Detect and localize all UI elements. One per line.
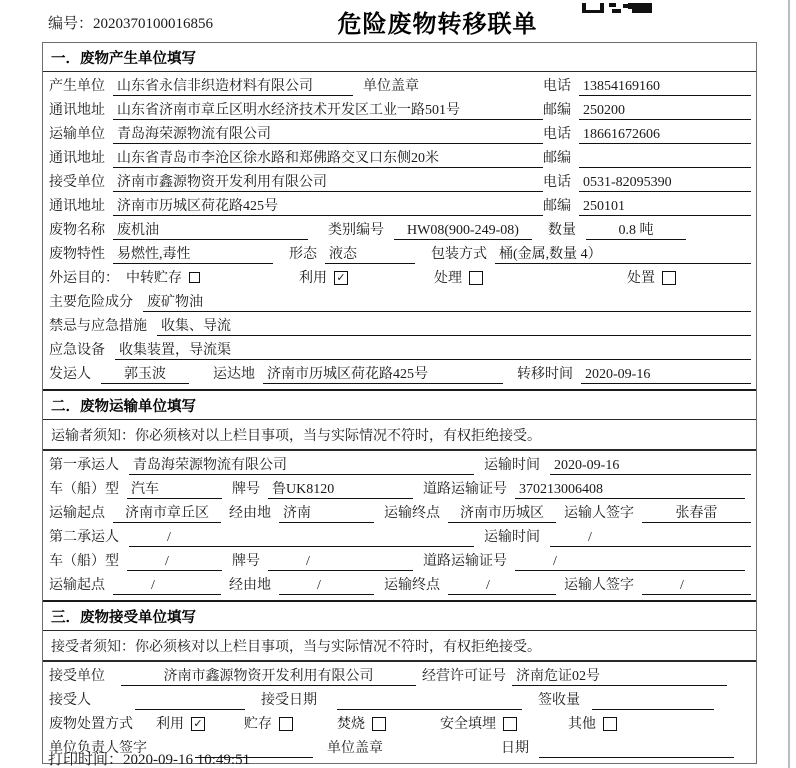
field-value: 济南市鑫源物资开发利用有限公司 [121, 665, 416, 686]
gap [634, 588, 642, 589]
gap [522, 703, 538, 704]
field-label: 车（船）型 [49, 482, 119, 497]
field-value: 张春雷 [642, 502, 751, 523]
gap [260, 492, 268, 493]
form-row [43, 291, 756, 315]
field-label: 运输时间 [484, 530, 540, 545]
section-1 [43, 43, 756, 389]
print-time-label: 打印时间： [48, 752, 124, 768]
field-value: 济南 [279, 502, 374, 523]
field-label: 产生单位 [49, 79, 105, 94]
serial-number: 2020370100016856 [93, 16, 214, 32]
gap [571, 185, 579, 186]
gap [105, 137, 113, 138]
gap [119, 281, 126, 282]
gap [571, 209, 579, 210]
field-label: 单位盖章 [363, 79, 419, 94]
gap [133, 305, 143, 306]
checkbox [627, 267, 676, 287]
field-label: 车（船）型 [49, 554, 119, 569]
checkbox-label: 中转贮存 [126, 271, 182, 286]
field-label: 通讯地址 [49, 199, 105, 214]
gap [517, 727, 568, 728]
checkbox-label: 其他 [568, 717, 596, 732]
form-row [43, 689, 756, 713]
gap [205, 727, 244, 728]
field-value: 济南市历城区荷花路425号 [263, 363, 503, 384]
gap [374, 516, 384, 517]
gap [105, 257, 113, 258]
gap [474, 468, 484, 469]
form-row [43, 713, 756, 737]
checkbox-unchecked-icon [189, 272, 200, 283]
form-row [43, 315, 756, 339]
gap [317, 257, 325, 258]
field-value: 济南市鑫源物资开发利用有限公司 [113, 171, 543, 192]
field-label: 牌号 [232, 554, 260, 569]
field-value: 山东省济南市章丘区明水经济技术开发区工业一路501号 [113, 99, 543, 120]
gap [271, 588, 279, 589]
field-label: 转移时间 [517, 367, 573, 382]
field-value: 0531-82095390 [579, 175, 751, 192]
gap [474, 540, 484, 541]
gap [573, 377, 581, 378]
field-value: 液态 [325, 243, 415, 264]
field-label: 通讯地址 [49, 151, 105, 166]
field-value: 济南市章丘区 [113, 502, 221, 523]
field-value: / [268, 554, 413, 571]
field-value: / [113, 578, 221, 595]
gap [571, 113, 579, 114]
section-2 [43, 389, 756, 600]
gap [105, 185, 113, 186]
gap [189, 377, 213, 378]
gap [245, 703, 261, 704]
field-value: HW08(900-249-08) [394, 223, 532, 240]
checkbox [126, 267, 200, 287]
gap [105, 353, 115, 354]
field-label: 经营许可证号 [422, 669, 506, 684]
form-row [43, 363, 756, 387]
field-label: 道路运输证号 [423, 554, 507, 569]
field-label: 经由地 [229, 578, 271, 593]
page-title: 危险废物转移联单 [337, 11, 538, 38]
gap [580, 703, 592, 704]
field-value: 废机油 [113, 219, 308, 240]
field-label: 运达地 [213, 367, 255, 382]
serial-number-line [42, 0, 298, 33]
field-value: 废矿物油 [143, 291, 751, 312]
gap [571, 89, 579, 90]
field-value: 济南市历城区荷花路425号 [113, 195, 543, 216]
field-label: 第二承运人 [49, 530, 119, 545]
field-label: 接受单位 [49, 175, 105, 190]
gap [293, 727, 337, 728]
gap [119, 468, 129, 469]
gap [119, 564, 127, 565]
section-note: 接受者须知：你必须核对以上栏目事项，当与实际情况不符时，有权拒绝接受。 [43, 631, 756, 662]
field-label: 邮编 [543, 151, 571, 166]
gap [487, 257, 495, 258]
gap [91, 703, 135, 704]
checkbox-checked-icon: ✓ [191, 717, 205, 731]
checkbox-label: 利用 [299, 271, 327, 286]
field-value: / [550, 530, 751, 547]
section-header: 三．废物接受单位填写 [43, 602, 756, 631]
section-rows [43, 451, 756, 600]
form-row [43, 171, 756, 195]
form-row [43, 243, 756, 267]
gap [222, 564, 232, 565]
gap [556, 516, 564, 517]
field-value: 收集装置，导流渠 [115, 339, 751, 360]
gap [105, 588, 113, 589]
gap [119, 540, 129, 541]
field-label: 电话 [543, 79, 571, 94]
field-value: 山东省青岛市李沧区徐水路和郑佛路交叉口东侧20米 [113, 147, 543, 168]
checkbox [434, 267, 483, 287]
section-3 [43, 600, 756, 763]
field-value: 青岛海荣源物流有限公司 [129, 454, 474, 475]
field-label: 废物名称 [49, 223, 105, 238]
field-label: 单位负责人签字 [49, 741, 147, 756]
field-value [539, 741, 734, 758]
gap [374, 588, 384, 589]
field-label: 外运目的： [49, 271, 119, 286]
gap [273, 257, 289, 258]
field-label: 邮编 [543, 103, 571, 118]
field-value: / [279, 578, 374, 595]
field-value: / [515, 554, 745, 571]
gap [317, 703, 337, 704]
field-value: 0.8 吨 [586, 219, 686, 240]
field-label: 电话 [543, 175, 571, 190]
field-label: 日期 [501, 741, 529, 756]
field-value [592, 693, 714, 710]
gap [105, 516, 113, 517]
gap [540, 468, 550, 469]
gap [386, 727, 440, 728]
form-row [43, 339, 756, 363]
gap [503, 377, 517, 378]
field-value: 桶(金属,数量 4） [495, 243, 751, 264]
checkbox-label: 焚烧 [337, 717, 365, 732]
gap [222, 492, 232, 493]
gap [105, 679, 121, 680]
field-label: 类别编号 [328, 223, 384, 238]
gap [221, 516, 229, 517]
gap [200, 281, 299, 282]
checkbox-label: 利用 [156, 717, 184, 732]
gap [255, 377, 263, 378]
field-value: 易燃性,毒性 [113, 243, 273, 264]
gap [415, 257, 431, 258]
checkbox-unchecked-icon [372, 717, 386, 731]
form-row [43, 195, 756, 219]
field-label: 禁忌与应急措施 [49, 319, 147, 334]
field-label: 接受单位 [49, 669, 105, 684]
field-value: 2020-09-16 [581, 367, 751, 384]
gap [556, 588, 564, 589]
form-box [42, 42, 757, 764]
gap [507, 492, 515, 493]
gap [571, 137, 579, 138]
form-row [43, 478, 756, 502]
field-label: 运输起点 [49, 578, 105, 593]
gap [483, 281, 627, 282]
field-value [135, 693, 245, 710]
field-label: 运输人签字 [564, 506, 634, 521]
print-time-line [48, 748, 250, 768]
qr-code-icon [582, 0, 652, 18]
field-value [337, 693, 522, 710]
gap [308, 233, 328, 234]
gap [348, 281, 434, 282]
gap [413, 564, 423, 565]
gap [105, 113, 113, 114]
gap [634, 516, 642, 517]
field-label: 接受人 [49, 693, 91, 708]
print-time-value: 2020-09-16 10:49:51 [123, 752, 251, 768]
checkbox-label: 处理 [434, 271, 462, 286]
gap [507, 564, 515, 565]
field-label: 应急设备 [49, 343, 105, 358]
field-value: / [129, 530, 474, 547]
field-label: 邮编 [543, 199, 571, 214]
form-row [43, 454, 756, 478]
checkbox-label: 贮存 [244, 717, 272, 732]
checkbox-checked-icon: ✓ [334, 271, 348, 285]
form-row [43, 147, 756, 171]
form-row [43, 75, 756, 99]
gap [540, 540, 550, 541]
gap [353, 89, 363, 90]
gap [260, 564, 268, 565]
field-label: 接受日期 [261, 693, 317, 708]
checkbox [440, 713, 517, 733]
form-row [43, 550, 756, 574]
field-value: 250200 [579, 103, 751, 120]
serial-label: 编号： [48, 16, 94, 32]
field-label: 第一承运人 [49, 458, 119, 473]
checkbox-unchecked-icon [662, 271, 676, 285]
field-label: 形态 [289, 247, 317, 262]
checkbox [299, 267, 348, 287]
field-label: 签收量 [538, 693, 580, 708]
gap [440, 588, 448, 589]
form-row [43, 267, 756, 291]
field-label: 运输单位 [49, 127, 105, 142]
checkbox-unchecked-icon [279, 717, 293, 731]
gap [147, 329, 157, 330]
form-row [43, 665, 756, 689]
checkbox-label: 安全填埋 [440, 717, 496, 732]
field-label: 数量 [548, 223, 576, 238]
scan-page-edge [788, 0, 790, 768]
gap [576, 233, 586, 234]
field-value: 郭玉波 [101, 363, 189, 384]
field-value [579, 151, 751, 168]
field-label: 牌号 [232, 482, 260, 497]
gap [383, 751, 501, 752]
checkbox [337, 713, 386, 733]
field-value: 2020-09-16 [550, 458, 751, 475]
field-value: 青岛海荣源物流有限公司 [113, 123, 543, 144]
gap [440, 516, 448, 517]
field-label: 经由地 [229, 506, 271, 521]
field-value: / [642, 578, 751, 595]
field-value: 山东省永信非织造材料有限公司 [113, 75, 353, 96]
section-note: 运输者须知：你必须核对以上栏目事项，当与实际情况不符时，有权拒绝接受。 [43, 420, 756, 451]
gap [529, 751, 539, 752]
checkbox-unchecked-icon [469, 271, 483, 285]
gap [313, 751, 327, 752]
field-label: 废物特性 [49, 247, 105, 262]
gap [532, 233, 548, 234]
form-row [43, 502, 756, 526]
field-value: / [448, 578, 556, 595]
gap [221, 588, 229, 589]
form-row [43, 123, 756, 147]
field-label: 废物处置方式 [49, 717, 133, 732]
form-row [43, 99, 756, 123]
checkbox-unchecked-icon [603, 717, 617, 731]
field-value: 370213006408 [515, 482, 745, 499]
field-label: 运输人签字 [564, 578, 634, 593]
field-value: 鲁UK8120 [268, 478, 413, 499]
field-label: 发运人 [49, 367, 91, 382]
field-value: 250101 [579, 199, 751, 216]
checkbox-unchecked-icon [503, 717, 517, 731]
field-value: 济南市历城区 [448, 502, 556, 523]
field-label: 道路运输证号 [423, 482, 507, 497]
field-label: 运输时间 [484, 458, 540, 473]
checkbox-label: 处置 [627, 271, 655, 286]
form-row [43, 219, 756, 243]
checkbox [244, 713, 293, 733]
checkbox [156, 713, 205, 733]
section-rows [43, 72, 756, 389]
field-label: 运输终点 [384, 578, 440, 593]
field-value: 汽车 [127, 478, 222, 499]
field-label: 主要危险成分 [49, 295, 133, 310]
section-header: 一．废物产生单位填写 [43, 43, 756, 72]
field-value: 18661672606 [579, 127, 751, 144]
section-header: 二．废物运输单位填写 [43, 391, 756, 420]
field-label: 运输终点 [384, 506, 440, 521]
gap [384, 233, 394, 234]
gap [271, 516, 279, 517]
checkbox [568, 713, 617, 733]
gap [413, 492, 423, 493]
field-label: 通讯地址 [49, 103, 105, 118]
field-value: 收集、导流 [157, 315, 751, 336]
gap [133, 727, 156, 728]
gap [91, 377, 101, 378]
field-value: / [127, 554, 222, 571]
gap [571, 161, 579, 162]
field-label: 电话 [543, 127, 571, 142]
gap [119, 492, 127, 493]
gap [105, 89, 113, 90]
field-label: 单位盖章 [327, 741, 383, 756]
form-row [43, 526, 756, 550]
gap [105, 161, 113, 162]
field-value: 13854169160 [579, 79, 751, 96]
gap [105, 209, 113, 210]
field-label: 包装方式 [431, 247, 487, 262]
gap [105, 233, 113, 234]
form-row [43, 574, 756, 598]
field-label: 运输起点 [49, 506, 105, 521]
field-value: 济南危证02号 [512, 665, 727, 686]
